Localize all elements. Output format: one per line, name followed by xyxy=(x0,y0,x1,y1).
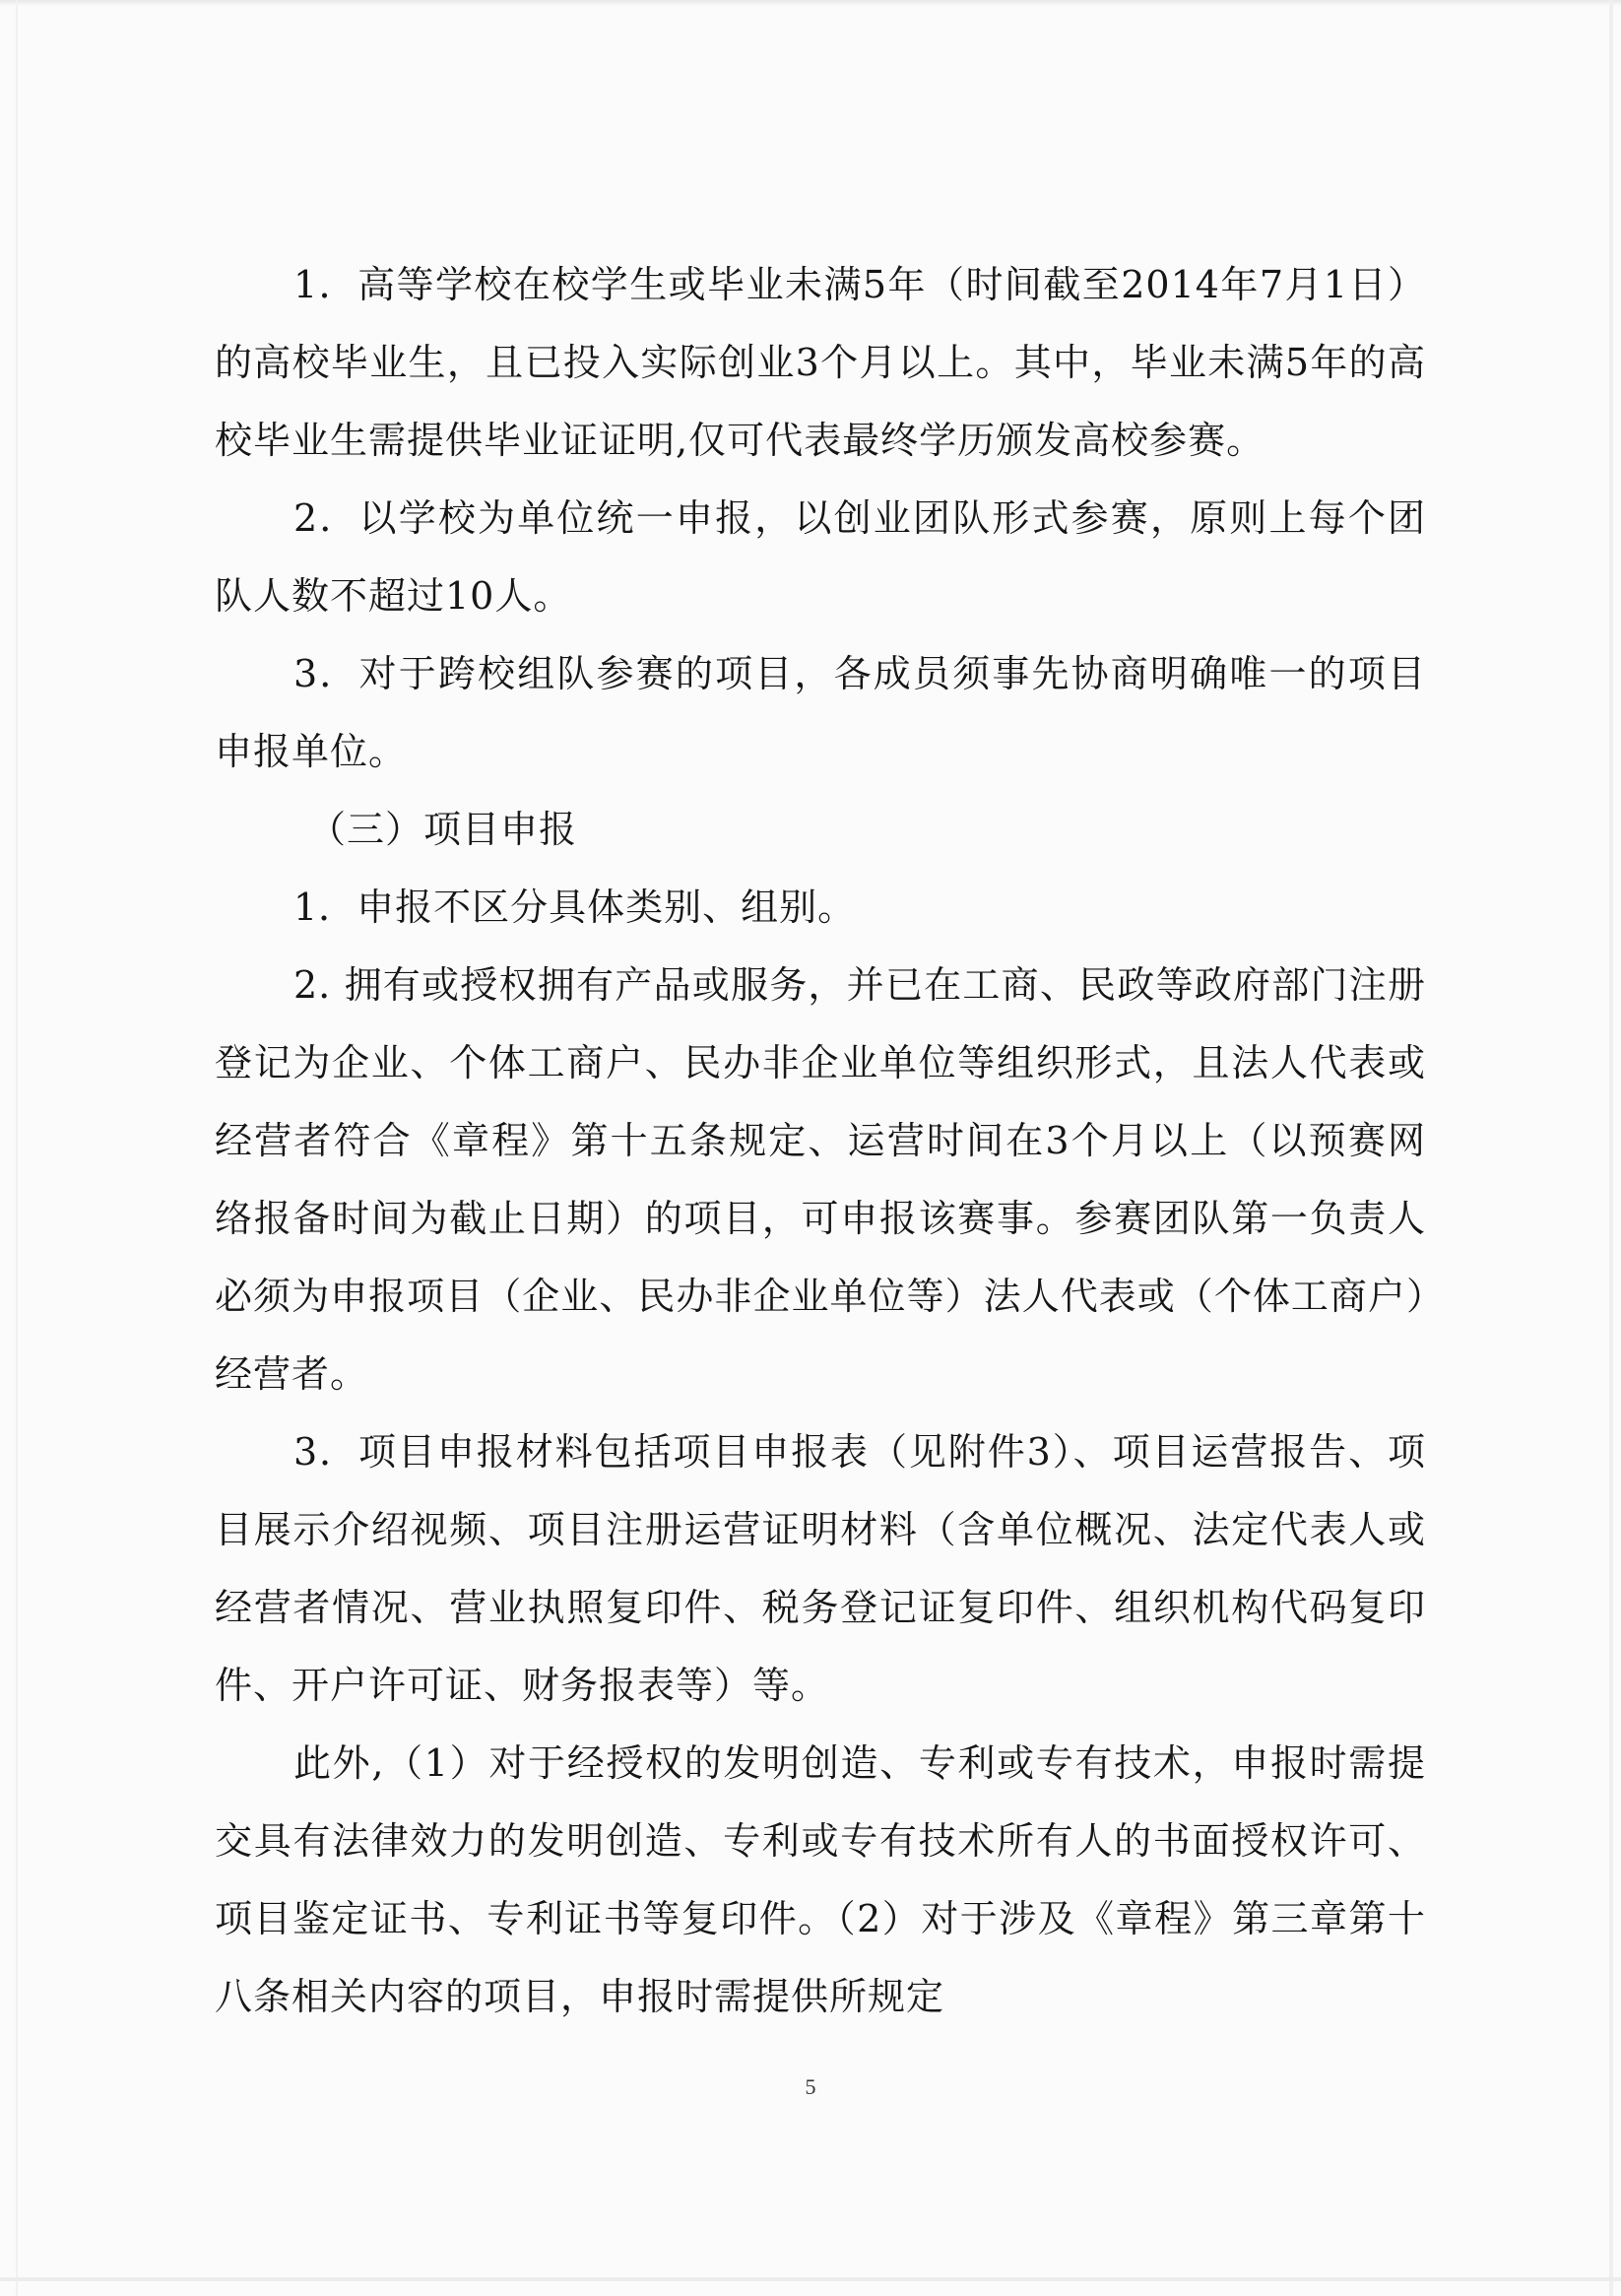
paragraph-eligibility-1: 1．高等学校在校学生或毕业未满5年（时间截至2014年7月1日）的高校毕业生，且已投入实际创业3个月以上。其中，毕业未满5年的高校毕业生需提供毕业证证明,仅可代表最终学历颁发高校参赛。 xyxy=(215,263,1426,462)
scan-edge-bottom xyxy=(0,2277,1621,2281)
paragraph-application-2: 2. 拥有或授权拥有产品或服务，并已在工商、民政等政府部门注册登记为企业、个体工商户、民办非企业单位等组织形式，且法人代表或经营者符合《章程》第十五条规定、运营时间在3个月以上（以预赛网络报备时间为截止日期）的项目，可申报该赛事。参赛团队第一负责人必须为申报项目（企业、民办非企业单位等）法人代表或（个体工商户）经营者。 xyxy=(215,963,1426,1396)
paragraph-additional-notes: 此外,（1）对于经授权的发明创造、专利或专有技术，申报时需提交具有法律效力的发明创造、专利或专有技术所有人的书面授权许可、项目鉴定证书、专利证书等复印件。（2）对于涉及《章程》第三章第十八条相关内容的项目，申报时需提供所规定 xyxy=(215,1741,1426,2018)
document-body xyxy=(215,246,1426,2036)
scan-edge-right xyxy=(1609,0,1613,2296)
paragraph-eligibility-3: 3．对于跨校组队参赛的项目，各成员须事先协商明确唯一的项目申报单位。 xyxy=(215,652,1426,773)
paragraph-eligibility-2: 2．以学校为单位统一申报，以创业团队形式参赛，原则上每个团队人数不超过10人。 xyxy=(215,496,1426,618)
page-number: 5 xyxy=(805,2074,816,2099)
paragraph-application-3: 3．项目申报材料包括项目申报表（见附件3）、项目运营报告、项目展示介绍视频、项目注册运营证明材料（含单位概况、法定代表人或经营者情况、营业执照复印件、税务登记证复印件、组织机构代码复印件、开户许可证、财务报表等）等。 xyxy=(215,1430,1426,1707)
scan-edge-left xyxy=(16,0,18,2296)
paragraph-application-1: 1．申报不区分具体类别、组别。 xyxy=(293,886,857,929)
scan-edge-top xyxy=(0,0,1621,6)
section-heading-project-application: （三）项目申报 xyxy=(308,808,578,851)
